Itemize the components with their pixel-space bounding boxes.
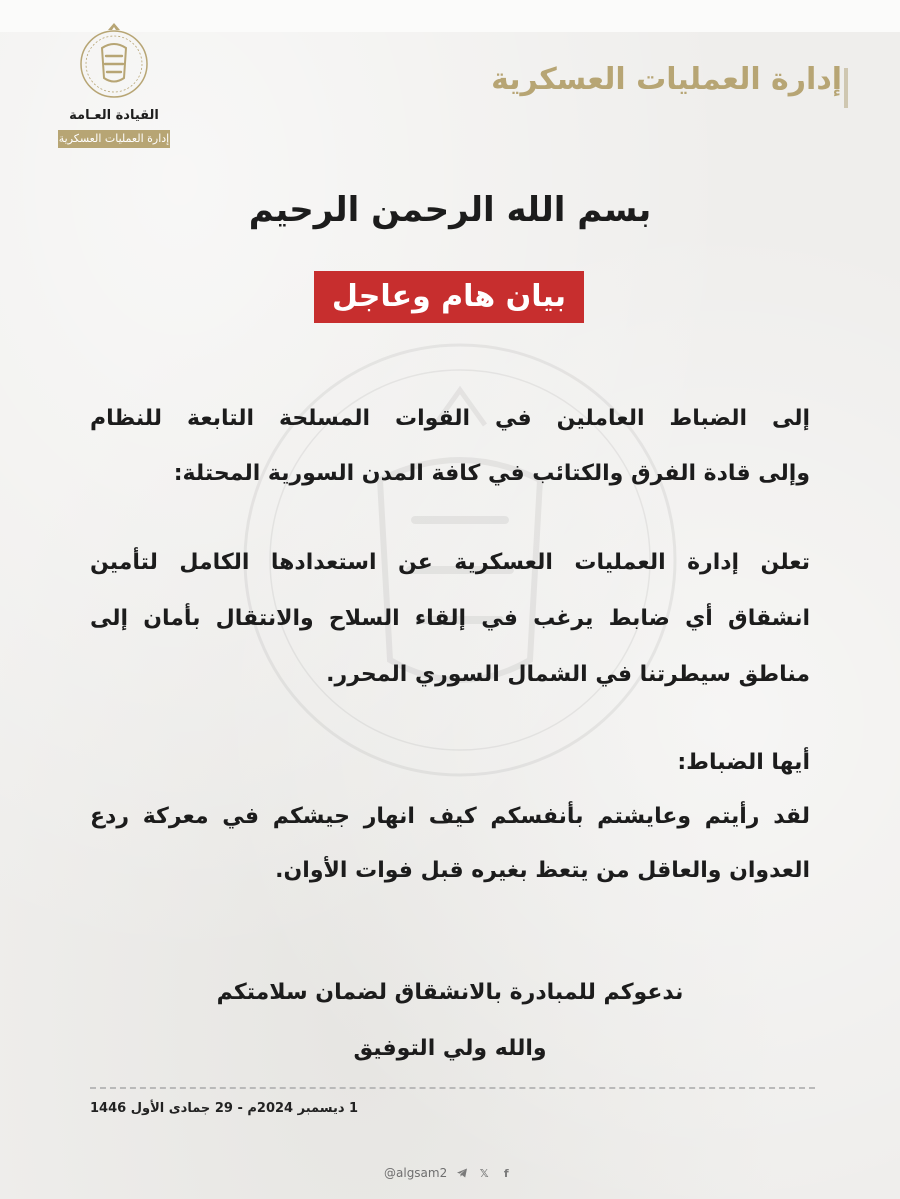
telegram-icon[interactable]	[455, 1166, 469, 1180]
logo-name: القيادة العـامة	[69, 108, 159, 123]
announcement-line-1: تعلن إدارة العمليات العسكرية عن استعدادها الكامل لتأمين	[90, 550, 810, 575]
announcement-line-2: انشقاق أي ضابط يرغب في إلقاء السلاح والانتقال بأمان إلى	[90, 606, 810, 631]
officers-heading: أيها الضباط:	[677, 750, 810, 775]
statement-date: 1 ديسمبر 2024م - 29 جمادى الأول 1446	[90, 1101, 359, 1116]
officers-text-line-2: العدوان والعاقل من يتعظ بغيره قبل فوات الأوان.	[275, 858, 810, 883]
officers-text-line-1: لقد رأيتم وعايشتم بأنفسكم كيف انهار جيشكم في معركة ردع	[90, 804, 810, 829]
emblem-icon	[76, 18, 152, 104]
address-line-1: إلى الضباط العاملين في القوات المسلحة التابعة للنظام	[90, 406, 810, 431]
closing-call: ندعوكم للمبادرة بالانشقاق لضمان سلامتكم	[216, 980, 684, 1005]
urgent-statement-badge: بيان هام وعاجل	[314, 271, 584, 323]
basmala: بسم الله الرحمن الرحيم	[248, 190, 652, 230]
x-icon[interactable]: 𝕏	[479, 1166, 489, 1180]
announcement-line-3: مناطق سيطرتنا في الشمال السوري المحرر.	[326, 662, 810, 687]
facebook-icon[interactable]: f	[503, 1166, 509, 1180]
footer-social	[380, 1163, 513, 1183]
header-title: إدارة العمليات العسكرية	[491, 62, 842, 97]
address-line-2: وإلى قادة الفرق والكتائب في كافة المدن السورية المحتلة:	[173, 461, 810, 486]
closing-prayer: والله ولي التوفيق	[353, 1036, 547, 1061]
header-accent-bar	[844, 68, 848, 108]
divider	[90, 1087, 815, 1089]
logo	[54, 18, 174, 152]
logo-subtitle: إدارة العمليات العسكرية	[58, 130, 170, 148]
social-handle[interactable]: @algsam2	[384, 1166, 448, 1180]
telegram-glyph	[456, 1167, 468, 1179]
